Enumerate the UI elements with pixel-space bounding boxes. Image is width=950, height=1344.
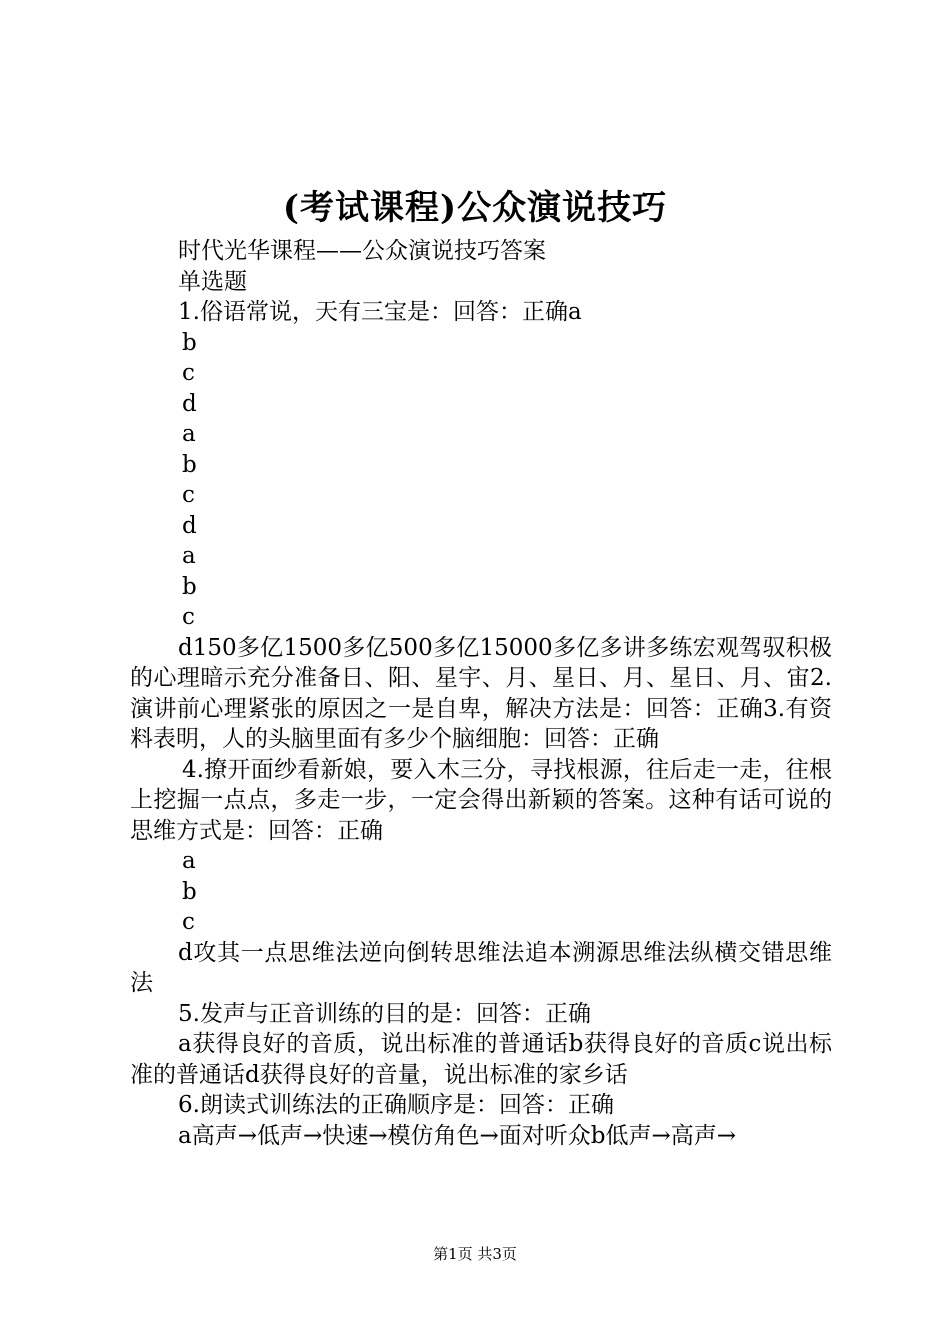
document-body: [130, 236, 832, 1151]
option-label: c: [182, 909, 195, 935]
question-6-options: a高声→低声→快速→模仿角色→面对听众b低声→高声→: [178, 1122, 737, 1149]
question-6: 6.朗读式训练法的正确顺序是：回答：正确: [178, 1092, 614, 1118]
option-label: c: [182, 604, 195, 630]
option-label: b: [182, 329, 197, 356]
option-label: c: [182, 360, 195, 386]
document-title: (考试课程)公众演说技巧: [282, 188, 668, 228]
option-label: b: [182, 878, 197, 905]
option-label: d: [182, 512, 197, 539]
paragraph-options-q5: a获得良好的音质，说出标准的普通话b获得良好的音质c说出标准的普通话d获得良好的音量，说出标准的家乡话: [130, 1031, 832, 1088]
paragraph-options-q4: d攻其一点思维法逆向倒转思维法追本溯源思维法纵横交错思维法: [130, 939, 832, 996]
option-label: a: [182, 543, 196, 569]
page-footer: 第1页 共3页: [433, 1245, 517, 1263]
paragraph-question-4: 4.撩开面纱看新娘，要入木三分，寻找根源，往后走一走，往根上挖掘一点点，多走一步，一定会得出新颖的答案。这种有话可说的思维方式是：回答：正确: [130, 756, 832, 844]
question-1: 1.俗语常说，天有三宝是：回答：正确a: [178, 299, 582, 325]
option-label: b: [182, 573, 197, 600]
option-label: d: [182, 390, 197, 417]
subtitle: 时代光华课程——公众演说技巧答案: [178, 238, 546, 264]
paragraph-answers-q1-q3: d150多亿1500多亿500多亿15000多亿多讲多练宏观驾驭积极的心理暗示充分准备日、阳、星宇、月、星日、月、星日、月、宙2.演讲前心理紧张的原因之一是自卑，解决方法是：回答：正确3.有资料表明，人的头脑里面有多少个脑细胞：回答：正确: [130, 634, 832, 752]
section-heading: 单选题: [178, 268, 247, 295]
option-label: c: [182, 482, 195, 508]
option-label: b: [182, 451, 197, 478]
option-label: a: [182, 421, 196, 447]
option-label: a: [182, 848, 196, 874]
question-5: 5.发声与正音训练的目的是：回答：正确: [178, 1000, 591, 1027]
